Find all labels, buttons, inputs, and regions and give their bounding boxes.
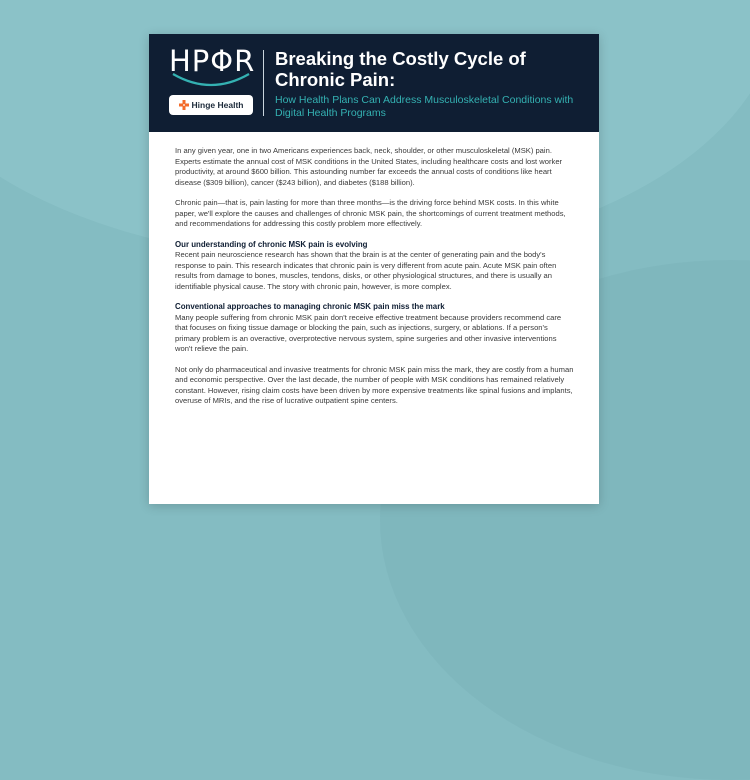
hinge-health-label: Hinge Health (191, 100, 244, 110)
section-heading-conventional: Conventional approaches to managing chronic MSK pain miss the mark (175, 302, 445, 311)
paragraph-neuroscience: Recent pain neuroscience research has shown that the brain is at the center of generating pain and the body's response to pain. This research indicates that chronic pain is very different from acute pain. Acute MSK pain often results from damage to bones, muscles, tendons, disks, or other physiological structures, and there is usually an identifiable physical cause. The story with chronic pain, however, is more complex. (175, 250, 557, 291)
hpor-logo-text: HPΦR (169, 44, 256, 78)
paragraph-chronic-pain: Chronic pain—that is, pain lasting for more than three months—is the driving force behind MSK costs. In this white paper, we'll explore the causes and challenges of chronic MSK pain, the shortcomings of current treatment methods, and recommendations for addressing this costly problem more effectively. (175, 198, 566, 228)
document-header (149, 34, 599, 132)
hinge-health-badge (169, 95, 253, 115)
paragraph-costs: Not only do pharmaceutical and invasive treatments for chronic MSK pain miss the mark, they are costly from a human and economic perspective. Over the last decade, the number of people with MSK conditions has remained relatively constant. However, rising claim costs have been driven by more expensive treatments like spinal fusions and implants, overuse of MRIs, and the rise of lucrative outpatient spine centers. (175, 364, 574, 405)
paragraph-intro: In any given year, one in two Americans experiences back, neck, shoulder, or other musculoskeletal (MSK) pain. Experts estimate the annual cost of MSK conditions in the United States, including healthcare costs and lost worker productivity, at around $600 billion. This astounding number far exceeds the annual costs of conditions like heart disease ($309 billion), cancer ($243 billion), and diabetes ($188 billion). (175, 146, 563, 187)
document-subtitle: How Health Plans Can Address Musculoskeletal Conditions with Digital Health Programs (275, 94, 574, 119)
document-body (175, 146, 575, 417)
hinge-health-logo-icon (179, 100, 189, 110)
document-title: Breaking the Costly Cycle of Chronic Pain: (275, 48, 526, 90)
header-divider (263, 50, 264, 116)
hpor-logo (169, 44, 256, 78)
document-page (149, 34, 599, 504)
logo-arc-icon (169, 66, 253, 92)
paragraph-treatment: Many people suffering from chronic MSK pain don't receive effective treatment because providers recommend care that focuses on fixing tissue damage or blocking the pain, such as injections, surgery, or ablations. If a person's primary problem is an overactive, overprotective nervous system, spine surgeries and other invasive interventions won't relieve the pain. (175, 312, 562, 353)
section-heading-understanding: Our understanding of chronic MSK pain is evolving (175, 239, 368, 249)
